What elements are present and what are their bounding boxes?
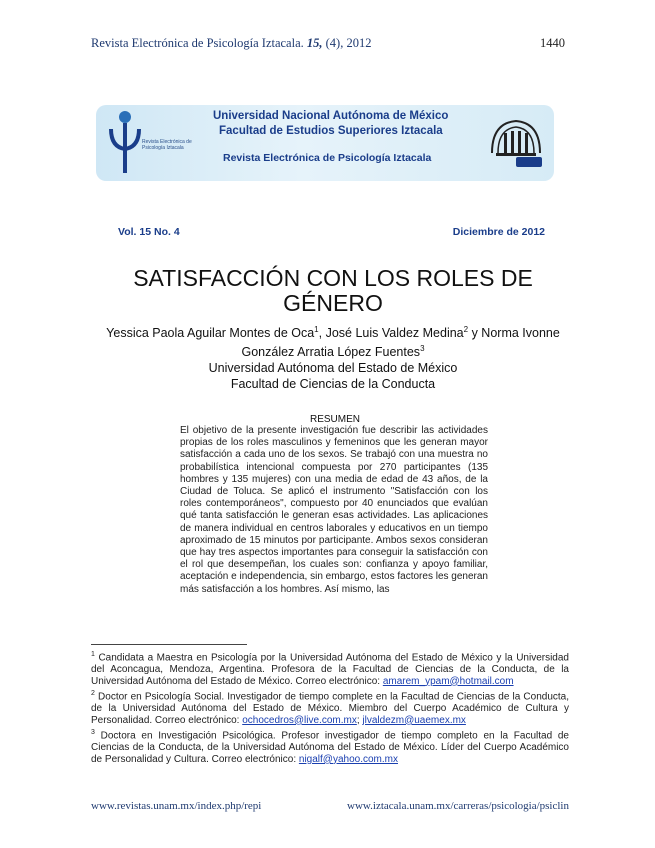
footnote-1-number: 1 xyxy=(91,651,95,658)
author-line-2 xyxy=(88,341,578,360)
footnote-3-email-link[interactable]: nigalf@yahoo.com.mx xyxy=(298,753,398,765)
author-block xyxy=(88,322,578,392)
page-footer xyxy=(91,800,569,812)
author-separator: , xyxy=(318,326,323,341)
institution: Universidad Autónoma del Estado de México xyxy=(208,361,458,376)
author-line-1 xyxy=(88,322,578,341)
journal-name: Revista Electrónica de Psicología Iztacala. xyxy=(91,36,304,50)
university-name: Universidad Nacional Autónoma de México xyxy=(213,110,449,122)
faculty-emblem-icon xyxy=(486,115,546,171)
running-header xyxy=(91,36,565,51)
author-2: José Luis Valdez Medina xyxy=(325,326,464,341)
author-3-second-part: González Arratia López Fuentes xyxy=(241,345,421,360)
footnote-2-text: Doctor en Psicología Social. Investigador de tiempo complete en la Facultad de Ciencias de la Conducta, de la Universidad Autónoma del Estado de México. Miembro del Cuerpo Académico de Cultura y Personalidad. Correo electrónico: xyxy=(91,691,569,726)
author-1-footnote-ref: 1 xyxy=(314,325,319,334)
footnote-divider xyxy=(91,644,247,645)
footer-link-repi[interactable]: www.revistas.unam.mx/index.php/repi xyxy=(91,800,262,812)
author-3-footnote-ref: 3 xyxy=(420,344,425,354)
page-number: 1440 xyxy=(540,36,565,50)
footnote-2-number: 2 xyxy=(91,690,95,698)
title-line-2: GÉNERO xyxy=(283,290,383,316)
abstract-heading: RESUMEN xyxy=(309,414,360,425)
footnote-1-email-link[interactable]: amarem_ypam@hotmail.com xyxy=(382,675,514,687)
issue-date: Diciembre de 2012 xyxy=(452,226,545,238)
issue-year: (4), 2012 xyxy=(325,36,372,50)
footnote-3 xyxy=(91,727,569,765)
faculty: Facultad de Ciencias de la Conducta xyxy=(230,377,436,392)
footnote-2 xyxy=(91,688,569,726)
psi-logo-icon xyxy=(108,109,142,177)
footnote-3-text: Doctora en Investigación Psicológica. Profesor investigador de tiempo completo en la Facultad de Ciencias de la Conducta, de la Universidad Autónoma del Estado de México. Líder del Cuerpo Académico de Personalidad y Cultura. Correo electrónico: xyxy=(91,730,569,765)
footnote-2-email-link-1[interactable]: ochocedros@live.com.mx xyxy=(242,714,357,726)
author-3-first-part: y Norma Ivonne xyxy=(471,326,560,341)
faculty-name: Facultad de Estudios Superiores Iztacala xyxy=(219,125,443,137)
volume-number: 15, xyxy=(306,36,323,50)
title-line-1: SATISFACCIÓN CON LOS ROLES DE xyxy=(133,265,533,291)
footnote-3-number: 3 xyxy=(91,729,95,737)
journal-banner-title: Revista Electrónica de Psicología Iztacala xyxy=(223,152,432,164)
footnote-2-email-separator: ; xyxy=(356,714,360,726)
abstract-text: El objetivo de la presente investigación fue describir las actividades propias de los roles masculinos y femeninos que les generan mayor satisfacción a cada uno de los sexos. Se trabajó con una muestra no probabilística intencional compuesta por 270 participantes (135 hombres y 135 mujeres) con una media de edad de 43 años, de la Ciudad de Toluca. Se aplicó el instrumento "Satisfacción con los roles contemporáneos", compuesto por 40 enunciados que evalúan qué tanta satisfacción le generan esas actividades. Las aplicaciones de manera individual en centros laborales y educativos en un tiempo aproximado de 15 minutos por participante. Ambos sexos consideran que hay tres aspectos importantes para conseguir la satisfacción con el rol que desempeñan, los cuales son: confianza y apoyo familiar, aceptación e independencia, sin embargo, estos factores les generan más satisfacción a los hombres. Así mismo, las xyxy=(180,425,488,595)
footer-link-iztacala[interactable]: www.iztacala.unam.mx/carreras/psicologia/psiclin xyxy=(347,800,569,812)
footnote-2-email-link-2[interactable]: jlvaldezm@uaemex.mx xyxy=(362,714,466,726)
footnote-1-text: Candidata a Maestra en Psicología por la Universidad Autónoma del Estado de México y la Universidad del Aconcagua, Mendoza, Argentina. Profesora de la Facultad de Ciencias de la Conducta, de la Universidad Autónoma del Estado de México. Correo electrónico: xyxy=(91,652,569,687)
volume-label: Vol. 15 No. 4 xyxy=(118,226,180,238)
journal-banner xyxy=(96,105,554,181)
footnotes xyxy=(91,649,569,766)
author-2-footnote-ref: 2 xyxy=(463,325,469,334)
article-title xyxy=(88,266,578,316)
logo-left-text: Revista Electrónica de Psicología Iztacala xyxy=(142,139,192,151)
footnote-1 xyxy=(91,649,569,687)
author-1: Yessica Paola Aguilar Montes de Oca xyxy=(106,326,315,341)
